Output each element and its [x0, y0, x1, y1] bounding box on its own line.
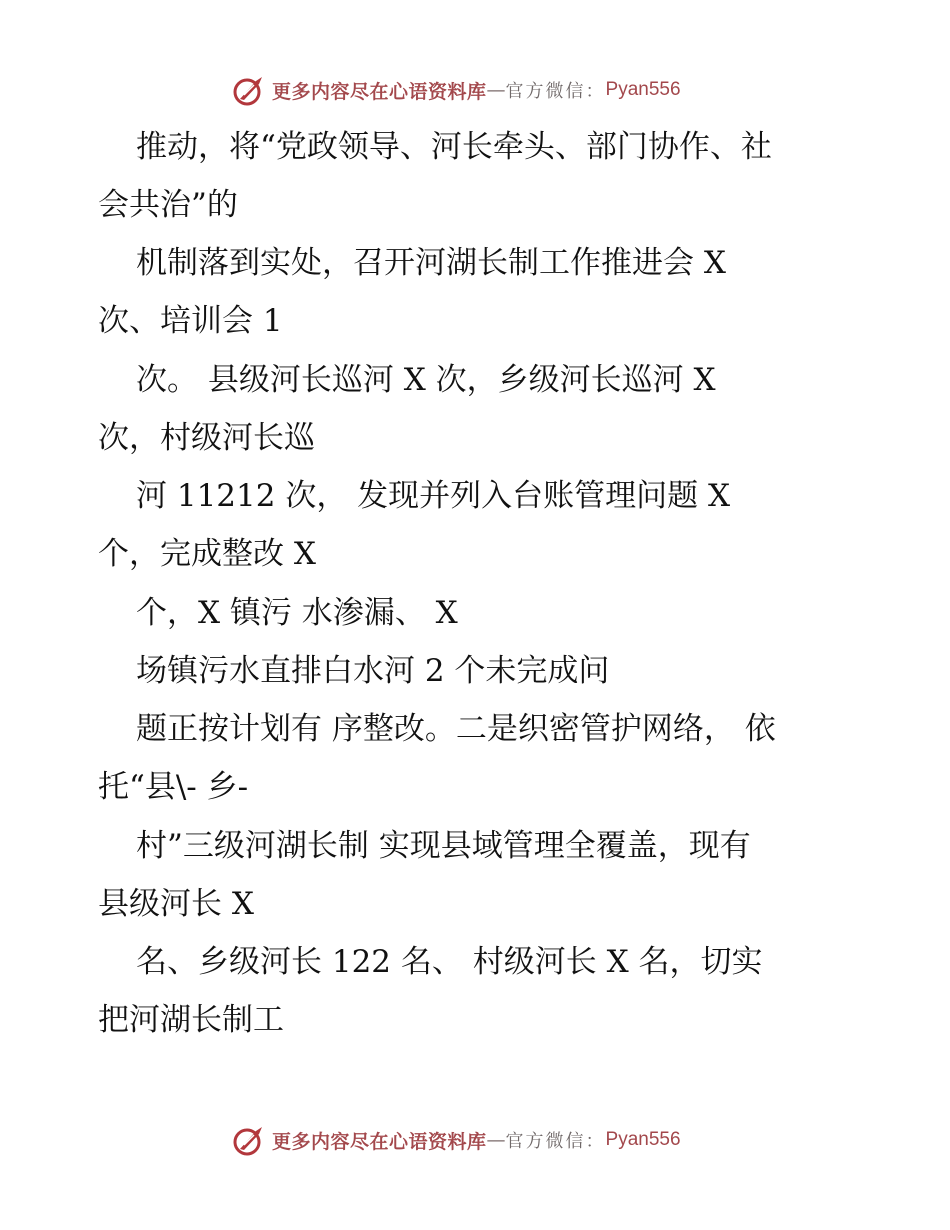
body-line: 推动，将“党政领导、河长牵头、部门协作、社 [136, 129, 772, 165]
feather-pen-logo-icon [232, 1123, 266, 1157]
watermark-label: 官方微信： [505, 81, 606, 102]
body-line: 托“县\- 乡- [98, 769, 249, 805]
body-line: 把河湖长制工 [98, 1002, 284, 1038]
footer-watermark [232, 1122, 681, 1158]
body-line: 次，村级河长巡 [98, 420, 315, 456]
watermark-dash: — [486, 79, 506, 101]
watermark-dash: — [486, 1129, 506, 1151]
body-line: 名、乡级河长 122 名、 村级河长 X 名，切实 [136, 944, 763, 980]
body-line: 题正按计划有 序整改。二是织密管护网络， 依 [136, 711, 776, 747]
body-line: 个，完成整改 X [98, 536, 316, 572]
body-line: 个，X 镇污 水渗漏、 X [136, 595, 458, 631]
body-line: 会共治”的 [98, 187, 238, 223]
watermark-site-text: 更多内容尽在心语资料库 [272, 1130, 487, 1153]
body-line: 河 11212 次， 发现并列入台账管理问题 X [136, 478, 731, 514]
body-line: 次、培训会 1 [98, 303, 283, 339]
body-line: 机制落到实处，召开河湖长制工作推进会 X [136, 245, 726, 281]
watermark-site-text: 更多内容尽在心语资料库 [272, 80, 487, 103]
body-line: 村”三级河湖长制 实现县域管理全覆盖，现有 [136, 828, 751, 864]
watermark-wechat-id: Pyan556 [605, 79, 681, 100]
watermark-label: 官方微信： [505, 1131, 606, 1152]
feather-pen-logo-icon [232, 73, 266, 107]
header-watermark [232, 72, 681, 108]
body-line: 次。 县级河长巡河 X 次，乡级河长巡河 X [136, 362, 716, 398]
body-line: 场镇污水直排白水河 2 个未完成问 [136, 653, 610, 689]
watermark-wechat-id: Pyan556 [605, 1129, 681, 1150]
body-line: 县级河长 X [98, 886, 254, 922]
